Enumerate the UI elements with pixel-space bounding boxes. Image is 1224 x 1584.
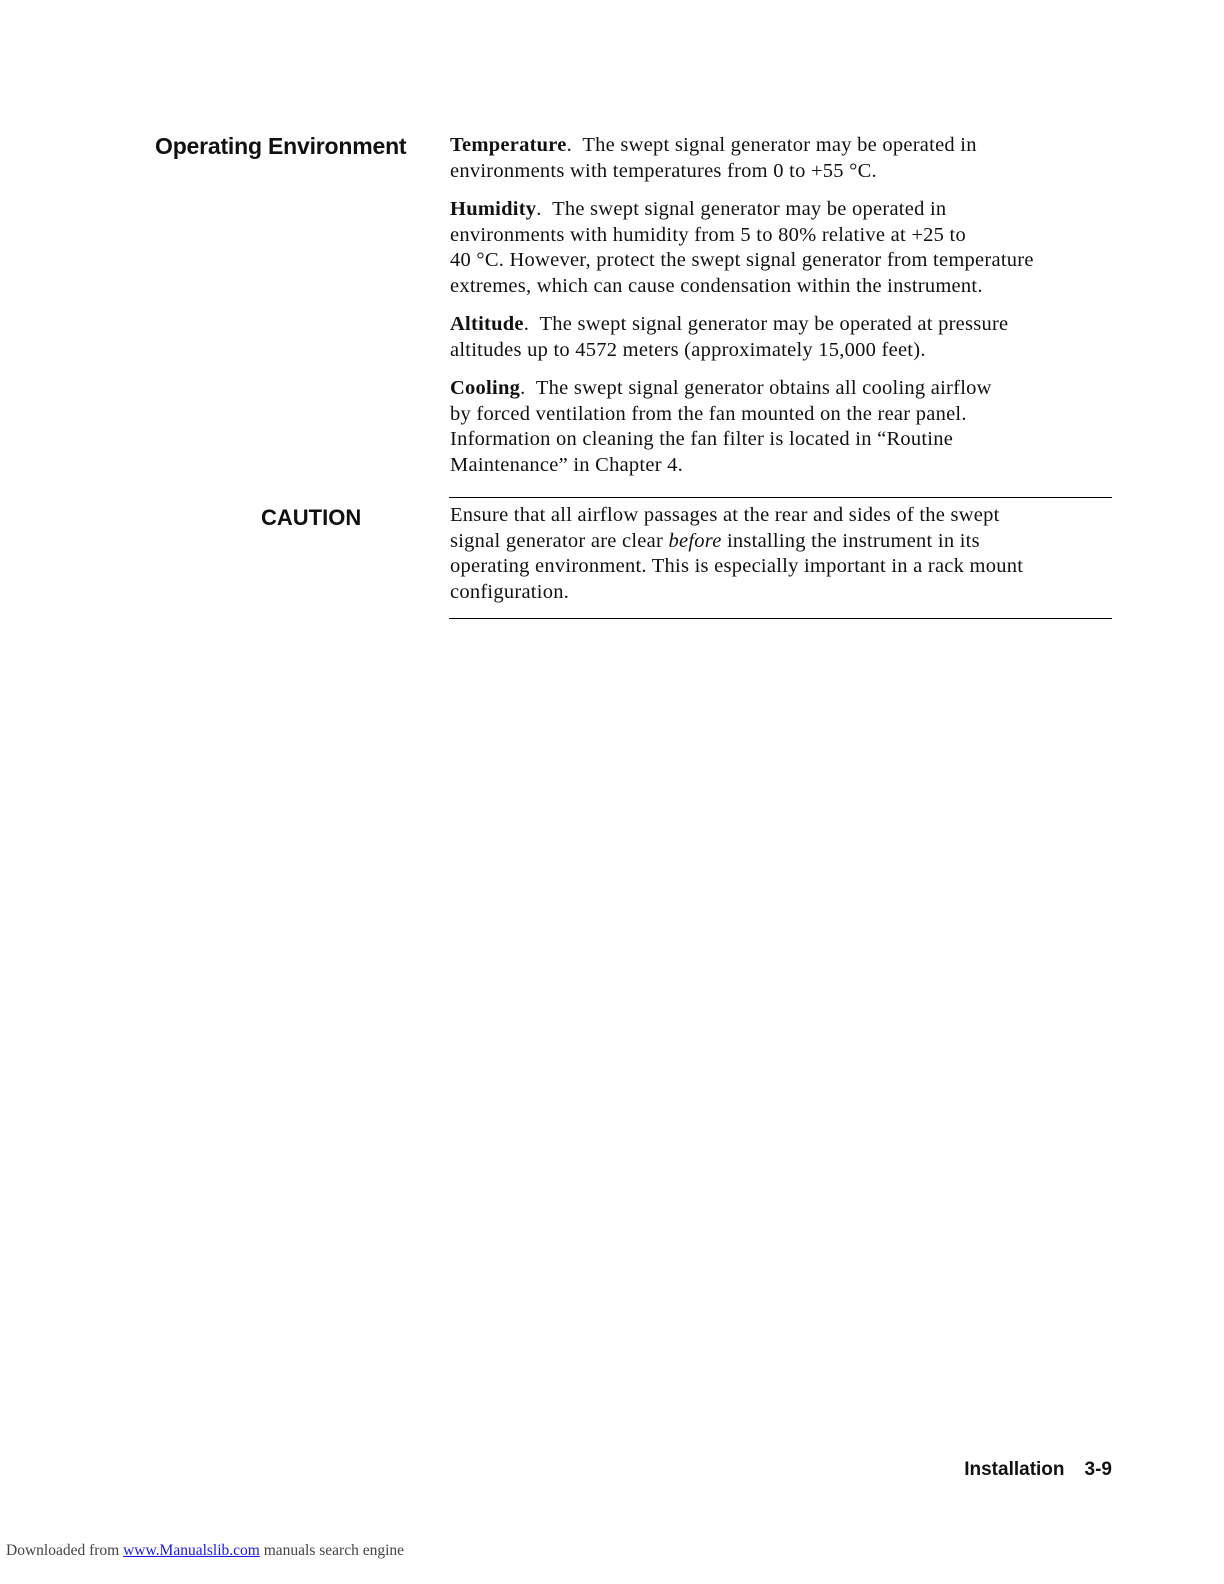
download-note — [6, 1542, 404, 1560]
manualslib-link[interactable]: www.Manualslib.com — [123, 1542, 260, 1559]
altitude-line-1: Altitude. The swept signal generator may be operated at pressure — [450, 313, 1009, 335]
cooling-line-2: by forced ventilation from the fan mounted on the rear panel. — [450, 402, 967, 425]
cooling-term: Cooling — [450, 377, 521, 399]
page-footer — [964, 1459, 1112, 1481]
temperature-term: Temperature — [450, 134, 567, 156]
cooling-paragraph — [450, 376, 1115, 478]
caution-line-2-post: installing the instrument in its — [721, 529, 980, 552]
humidity-line-2: environments with humidity from 5 to 80% relative at +25 to — [450, 223, 966, 246]
altitude-line-2: altitudes up to 4572 meters (approximately 15,000 feet). — [450, 338, 926, 361]
caution-line-1: Ensure that all airflow passages at the rear and sides of the swept — [450, 504, 1000, 526]
temperature-line-2: environments with temperatures from 0 to +55 °C. — [450, 159, 877, 182]
altitude-text-1: The swept signal generator may be operated at pressure — [539, 313, 1009, 335]
footer-section: Installation — [964, 1459, 1065, 1480]
humidity-text-1: The swept signal generator may be operated in — [552, 198, 947, 220]
page-number: 3-9 — [1084, 1459, 1112, 1480]
temperature-text-1: The swept signal generator may be operated in — [582, 134, 977, 156]
cooling-line-4: Maintenance” in Chapter 4. — [450, 453, 684, 476]
caution-line-2 — [450, 529, 1115, 555]
download-suffix: manuals search engine — [259, 1542, 405, 1559]
caution-line-3: operating environment. This is especially important in a rack mount — [450, 555, 1024, 578]
humidity-term: Humidity — [450, 198, 537, 220]
section-heading: Operating Environment — [155, 133, 407, 159]
temperature-paragraph — [450, 133, 1115, 184]
humidity-line-1: Humidity. The swept signal generator may be operated in — [450, 198, 947, 220]
caution-emphasis: before — [668, 529, 722, 552]
download-prefix: Downloaded from — [6, 1542, 124, 1559]
humidity-line-3: 40 °C. However, protect the swept signal generator from temperature — [450, 249, 1034, 272]
caution-line-2-pre: signal generator are clear — [450, 529, 669, 552]
altitude-paragraph — [450, 312, 1115, 363]
humidity-line-4: extremes, which can cause condensation within the instrument. — [450, 274, 983, 297]
caution-label: CAUTION — [261, 505, 362, 530]
humidity-paragraph — [450, 197, 1115, 299]
cooling-text-1: The swept signal generator obtains all cooling airflow — [535, 377, 992, 399]
caution-bottom-rule — [449, 618, 1112, 619]
temperature-line-1: Temperature. The swept signal generator may be operated in — [450, 134, 977, 156]
caution-text — [450, 503, 1115, 605]
caution-line-4: configuration. — [450, 580, 570, 603]
cooling-line-1: Cooling. The swept signal generator obtains all cooling airflow — [450, 377, 992, 399]
altitude-term: Altitude — [450, 313, 524, 335]
caution-top-rule — [449, 497, 1112, 498]
cooling-line-3: Information on cleaning the fan filter is located in “Routine — [450, 428, 954, 451]
